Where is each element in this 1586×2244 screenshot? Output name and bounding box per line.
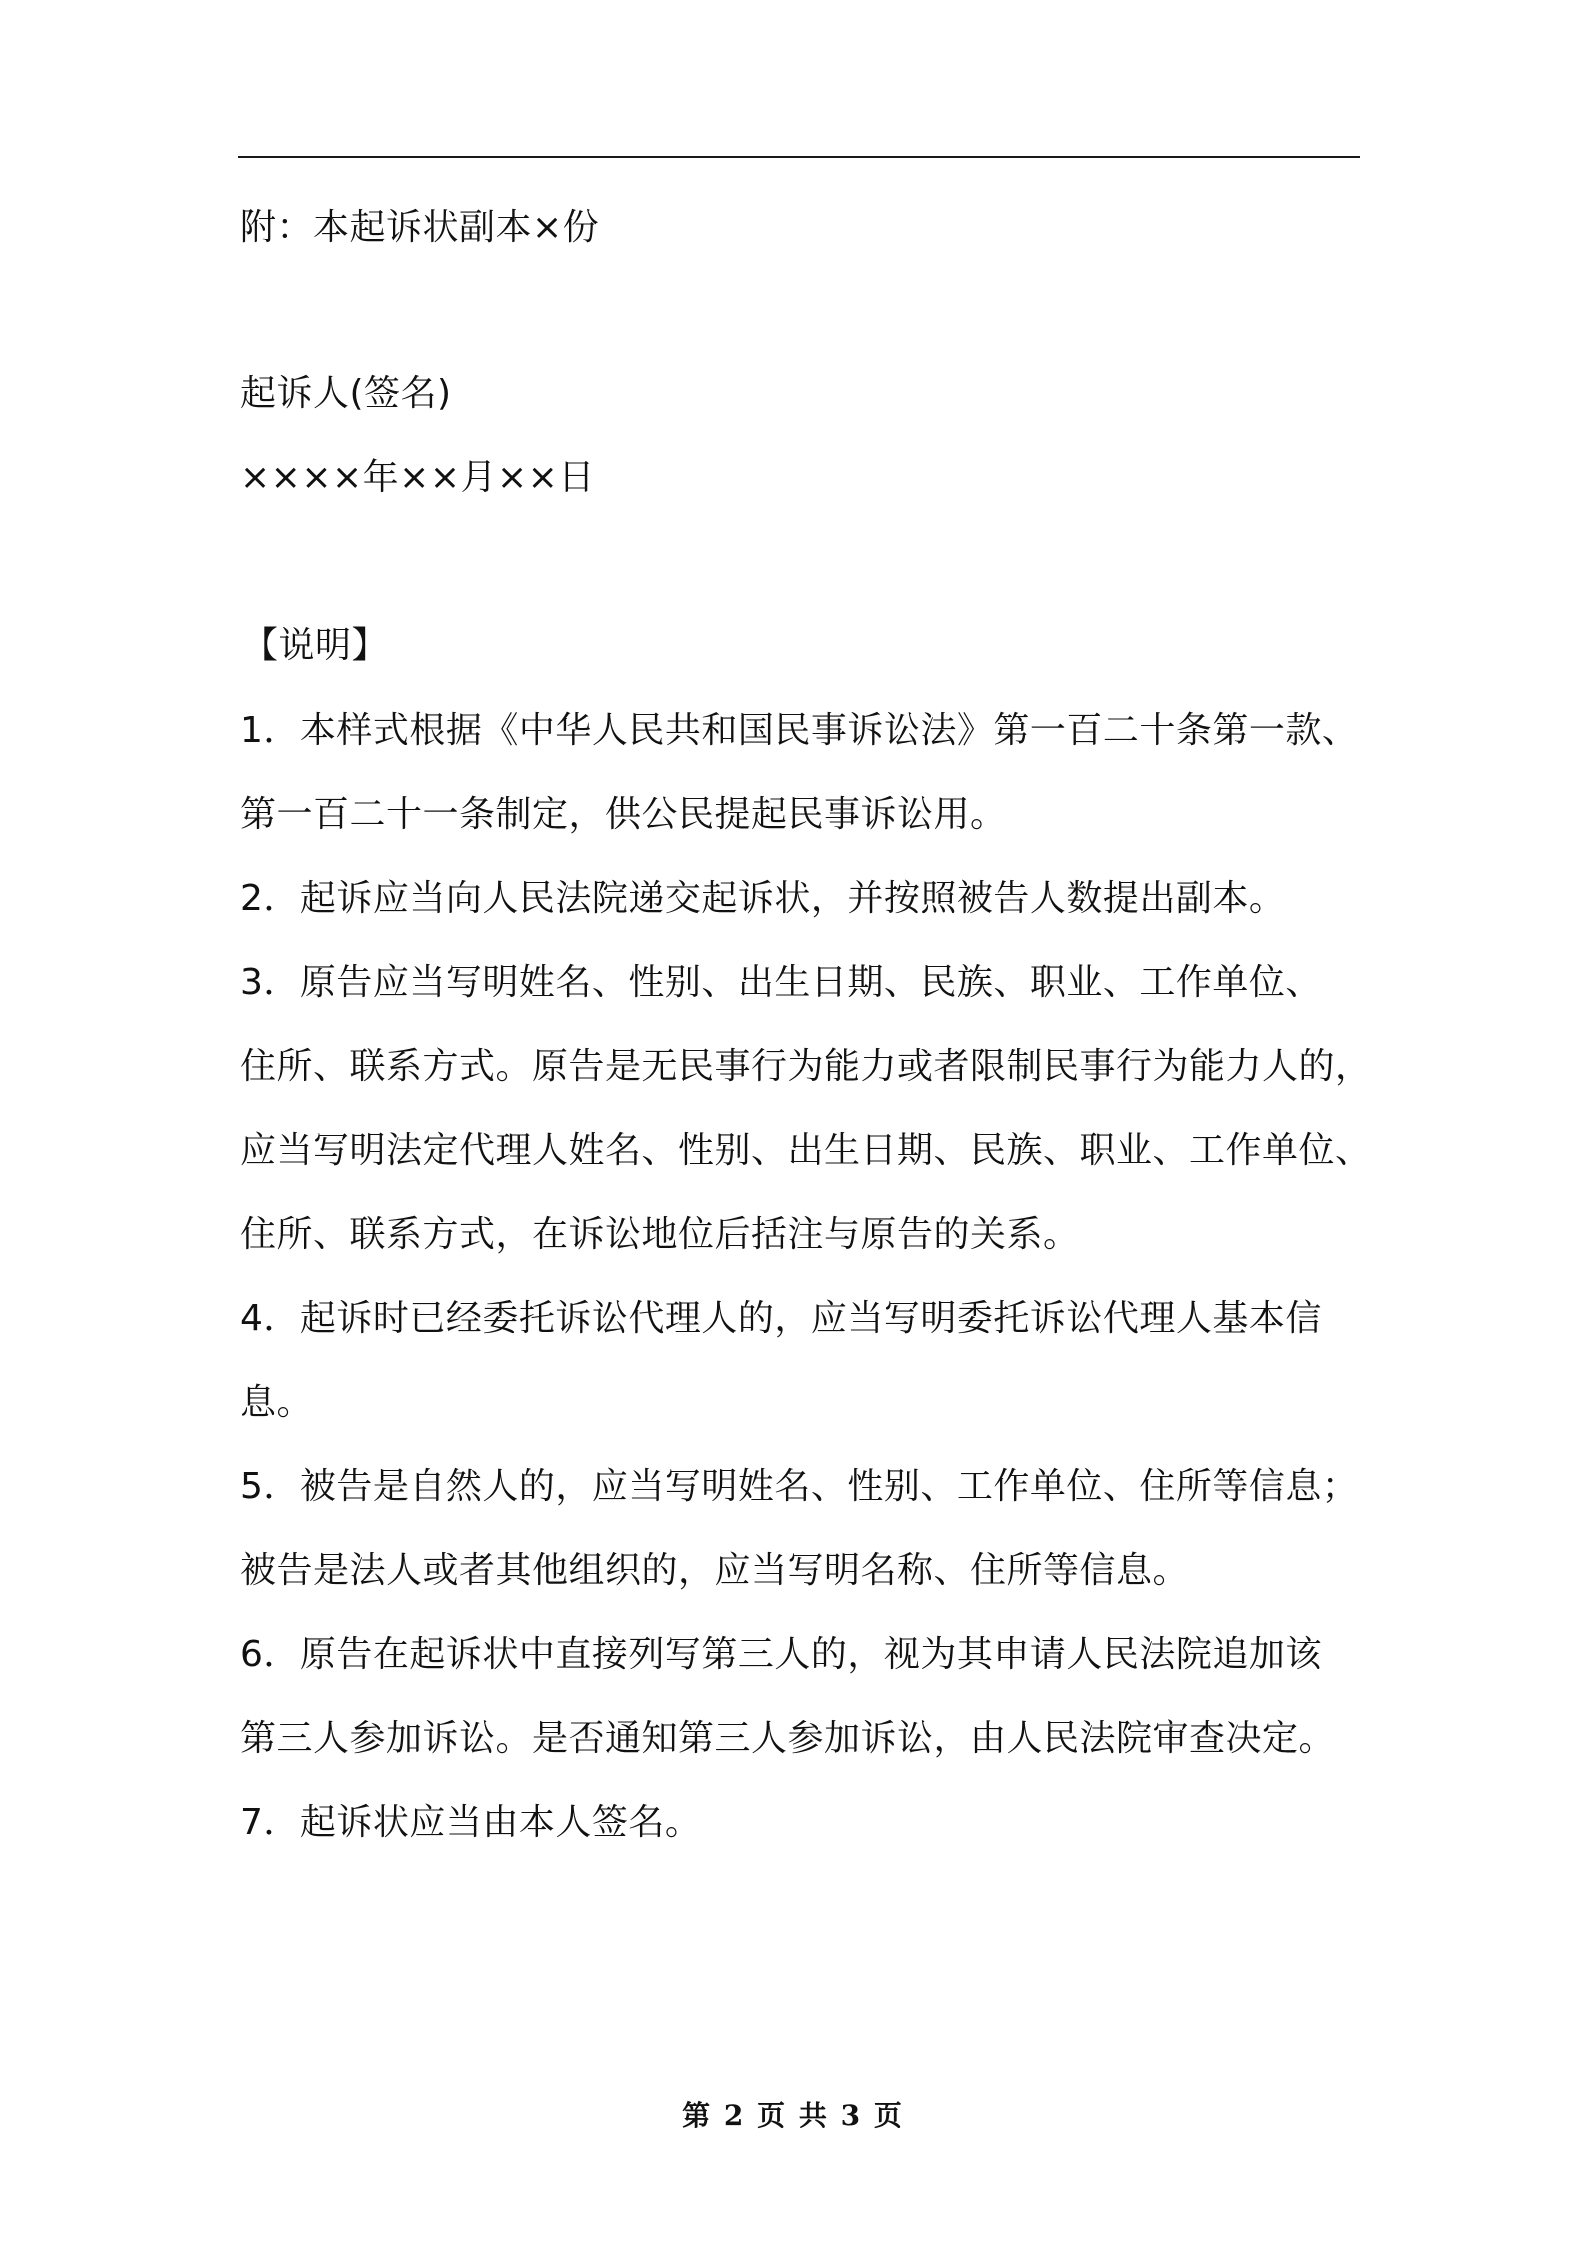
note-line: 4．起诉时已经委托诉讼代理人的，应当写明委托诉讼代理人基本信	[240, 1298, 1322, 1339]
note-line: 3．原告应当写明姓名、性别、出生日期、民族、职业、工作单位、	[240, 962, 1322, 1003]
note-line: 住所、联系方式。原告是无民事行为能力或者限制民事行为能力人的，	[240, 1046, 1372, 1087]
note-line: 被告是法人或者其他组织的，应当写明名称、住所等信息。	[240, 1550, 1190, 1591]
date-placeholder: ××××年××月××日	[240, 457, 595, 498]
signer-label: 起诉人(签名)	[240, 373, 452, 414]
note-line: 2．起诉应当向人民法院递交起诉状，并按照被告人数提出副本。	[240, 878, 1286, 919]
header-rule	[238, 156, 1360, 158]
note-line: 6．原告在起诉状中直接列写第三人的，视为其申请人民法院追加该	[240, 1634, 1322, 1675]
note-line: 7．起诉状应当由本人签名。	[240, 1802, 702, 1843]
notes-heading: 【说明】	[242, 625, 389, 666]
note-line: 住所、联系方式，在诉讼地位后括注与原告的关系。	[240, 1214, 1080, 1255]
note-line: 1．本样式根据《中华人民共和国民事诉讼法》第一百二十条第一款、	[240, 710, 1359, 751]
note-line: 息。	[240, 1382, 314, 1423]
note-line: 第一百二十一条制定，供公民提起民事诉讼用。	[240, 794, 1007, 835]
page-indicator: 第 2 页 共 3 页	[682, 2099, 904, 2132]
attachment-line: 附：本起诉状副本×份	[240, 207, 600, 248]
note-line: 应当写明法定代理人姓名、性别、出生日期、民族、职业、工作单位、	[240, 1130, 1372, 1171]
note-line: 5．被告是自然人的，应当写明姓名、性别、工作单位、住所等信息；	[240, 1466, 1359, 1507]
note-line: 第三人参加诉讼。是否通知第三人参加诉讼，由人民法院审查决定。	[240, 1718, 1336, 1759]
